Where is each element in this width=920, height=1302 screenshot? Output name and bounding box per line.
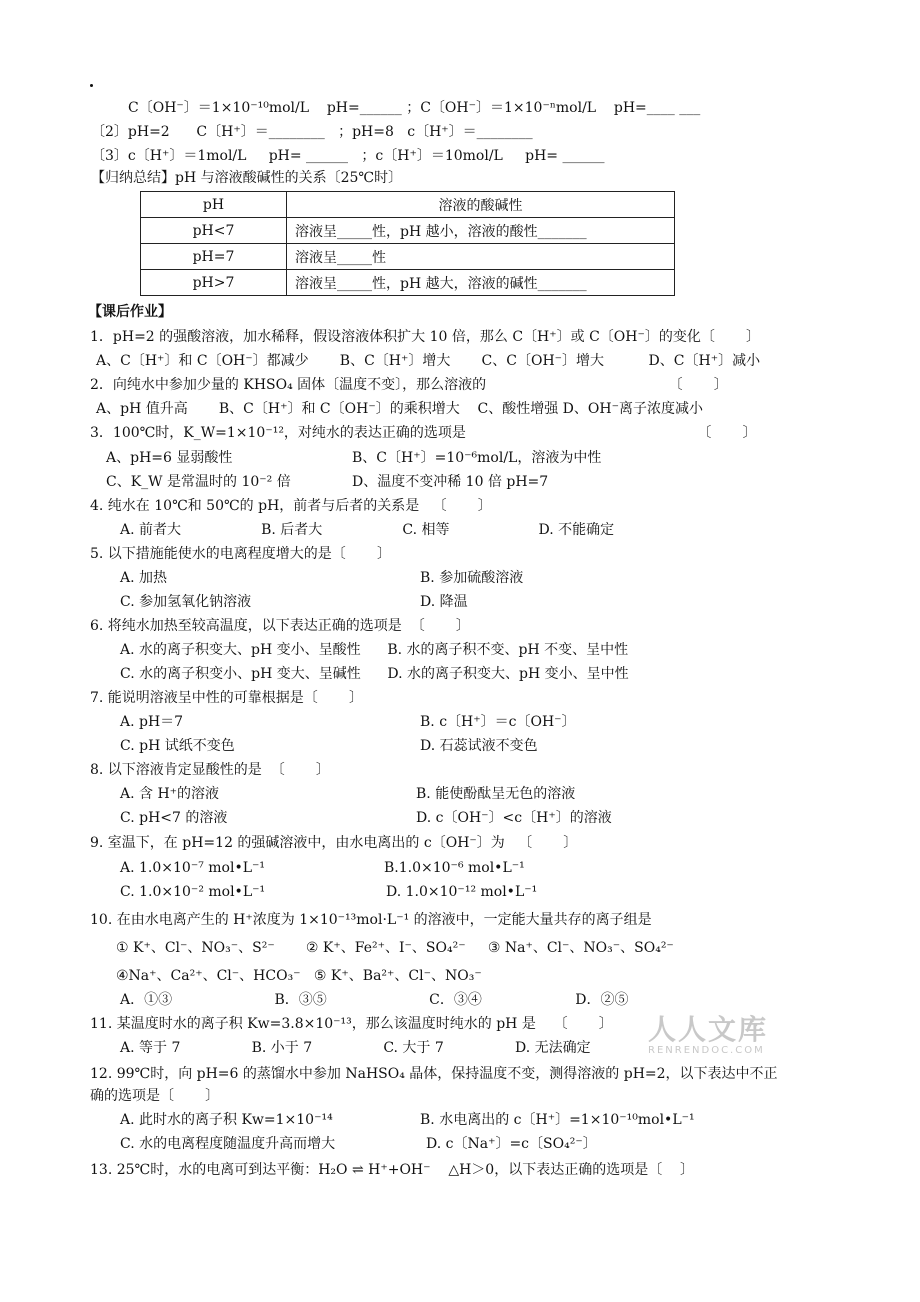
- question-13: 13. 25℃时，水的电离可到达平衡：H₂O ⇌ H⁺+OH⁻ △H＞0，以下表达正确的选项是〔 〕: [90, 1162, 695, 1178]
- question-8-option-b: B. 能使酚酞呈无色的溶液: [416, 786, 576, 802]
- question-7-option-b: B. c〔H⁺〕＝c〔OH⁻〕: [420, 714, 576, 730]
- question-12: 12. 99℃时，向 pH=6 的蒸馏水中参加 NaHSO₄ 晶体，保持温度不变，测得溶液的 pH=2，以下表达中不正: [90, 1066, 778, 1082]
- line-h1mol: 〔3〕c〔H⁺〕＝1mol/L pH= ______ ；c〔H⁺〕＝10mol/L pH= ______: [91, 148, 605, 164]
- question-9-option-d: D. 1.0×10⁻¹² mol•L⁻¹: [386, 884, 538, 900]
- question-10-options: A．①③ B．③⑤ C．③④ D．②⑤: [120, 992, 629, 1008]
- table-row: [141, 244, 675, 270]
- question-6-options-ab: A. 水的离子积变大、pH 变小、呈酸性 B. 水的离子积不变、pH 不变、呈中性: [120, 642, 629, 658]
- question-8-option-d: D. c〔OH⁻〕<c〔H⁺〕的溶液: [416, 810, 612, 826]
- question-9-option-a: A. 1.0×10⁻⁷ mol•L⁻¹: [120, 860, 266, 876]
- question-7-option-c: C. pH 试纸不变色: [120, 738, 235, 754]
- question-6-options-cd: C. 水的离子积变小、pH 变大、呈碱性 D. 水的离子积变大、pH 变小、呈中性: [120, 666, 629, 682]
- question-12-option-c: C. 水的电离程度随温度升高而增大: [120, 1136, 336, 1152]
- question-11-options: A. 等于 7 B. 小于 7 C. 大于 7 D. 无法确定: [120, 1040, 591, 1056]
- question-4-options: A. 前者大 B. 后者大 C. 相等 D. 不能确定: [120, 522, 615, 538]
- question-1-options: A、C〔H⁺〕和 C〔OH⁻〕都减少 B、C〔H⁺〕增大 C、C〔OH⁻〕增大 D、C〔H⁺〕减小: [96, 353, 761, 369]
- question-5-option-d: D. 降温: [420, 594, 468, 610]
- question-5: 5. 以下措施能使水的电离程度增大的是〔 〕: [90, 546, 391, 562]
- table-cell: 溶液呈_____性: [287, 244, 675, 270]
- question-4: 4. 纯水在 10℃和 50℃的 pH，前者与后者的关系是 〔 〕: [90, 498, 492, 514]
- question-3: 3．100℃时，K_W=1×10⁻¹²，对纯水的表达正确的选项是 〔 〕: [90, 425, 757, 441]
- question-8-option-a: A. 含 H⁺的溶液: [120, 786, 220, 802]
- question-10-ion-groups-2: ④Na⁺、Ca²⁺、Cl⁻、HCO₃⁻ ⑤ K⁺、Ba²⁺、Cl⁻、NO₃⁻: [116, 968, 482, 984]
- line-oh-ph: C〔OH⁻〕＝1×10⁻¹⁰mol/L pH=______ ；C〔OH⁻〕＝1×10⁻ⁿmol/L pH=____ ___: [128, 100, 701, 116]
- table-cell: 溶液呈_____性，pH 越大，溶液的碱性_______: [287, 270, 675, 296]
- question-12-option-b: B. 水电离出的 c〔H⁺〕=1×10⁻¹⁰mol•L⁻¹: [420, 1112, 695, 1128]
- question-7-option-a: A. pH＝7: [120, 714, 184, 730]
- question-9-option-b: B.1.0×10⁻⁶ mol•L⁻¹: [384, 860, 525, 876]
- table-row: [141, 270, 675, 296]
- bullet-dot: [90, 84, 93, 87]
- question-12-cont: 确的选项是〔 〕: [90, 1088, 220, 1104]
- question-11: 11. 某温度时水的离子积 Kw=3.8×10⁻¹³，那么该温度时纯水的 pH 是 〔 〕: [90, 1016, 613, 1032]
- table-cell: pH<7: [141, 218, 287, 244]
- question-8-option-c: C. pH<7 的溶液: [120, 810, 228, 826]
- question-3-option-a: A、pH=6 显弱酸性: [106, 450, 233, 466]
- question-5-option-b: B. 参加硫酸溶液: [420, 570, 524, 586]
- summary-title: 【归纳总结】pH 与溶液酸碱性的关系〔25℃时〕: [91, 170, 403, 186]
- question-9-option-c: C. 1.0×10⁻² mol•L⁻¹: [120, 884, 266, 900]
- question-7: 7. 能说明溶液呈中性的可靠根据是〔 〕: [90, 690, 363, 706]
- question-2: 2．向纯水中参加少量的 KHSO₄ 固体〔温度不变〕，那么溶液的 〔 〕: [90, 377, 728, 393]
- homework-title: 【课后作业】: [88, 304, 172, 320]
- table-header-cell: 溶液的酸碱性: [287, 192, 675, 218]
- question-5-option-c: C. 参加氢氧化钠溶液: [120, 594, 252, 610]
- question-8: 8. 以下溶液肯定显酸性的是 〔 〕: [90, 762, 330, 778]
- watermark-url: RENRENDOC.COM: [648, 1045, 765, 1056]
- question-10-ion-groups-1: ① K⁺、Cl⁻、NO₃⁻、S²⁻ ② K⁺、Fe²⁺、I⁻、SO₄²⁻ ③ Na⁺、Cl⁻、NO₃⁻、SO₄²⁻: [116, 940, 674, 956]
- question-3-option-c: C、K_W 是常温时的 10⁻² 倍: [106, 474, 291, 490]
- question-1: 1．pH=2 的强酸溶液，加水稀释，假设溶液体积扩大 10 倍，那么 C〔H⁺〕或 C〔OH⁻〕的变化〔 〕: [90, 329, 761, 345]
- table-cell: pH=7: [141, 244, 287, 270]
- question-12-option-a: A. 此时水的离子积 Kw=1×10⁻¹⁴: [120, 1112, 333, 1128]
- question-10: 10. 在由水电离产生的 H⁺浓度为 1×10⁻¹³mol·L⁻¹ 的溶液中，一定能大量共存的离子组是: [90, 912, 652, 928]
- question-2-options: A、pH 值升高 B、C〔H⁺〕和 C〔OH⁻〕的乘积增大 C、酸性增强 D、OH⁻离子浓度减小: [96, 401, 703, 417]
- table-row: [141, 218, 675, 244]
- table-header-row: [141, 192, 675, 218]
- watermark-logo: [648, 1015, 778, 1056]
- question-9: 9. 室温下，在 pH=12 的强碱溶液中，由水电离出的 c〔OH⁻〕为 〔 〕: [90, 835, 578, 851]
- line-ph2: 〔2〕pH=2 C〔H⁺〕＝________ ；pH=8 c〔H⁺〕＝________: [91, 124, 533, 140]
- table-header-cell: pH: [141, 192, 287, 218]
- watermark-title: 人人文库: [648, 1013, 769, 1046]
- question-12-option-d: D. c〔Na⁺〕=c〔SO₄²⁻〕: [426, 1136, 597, 1152]
- ph-summary-table: [140, 191, 675, 296]
- table-cell: pH>7: [141, 270, 287, 296]
- question-3-option-d: D、温度不变冲稀 10 倍 pH=7: [352, 474, 549, 490]
- question-6: 6. 将纯水加热至较高温度，以下表达正确的选项是 〔 〕: [90, 618, 470, 634]
- table-cell: 溶液呈_____性，pH 越小，溶液的酸性_______: [287, 218, 675, 244]
- question-7-option-d: D. 石蕊试液不变色: [420, 738, 538, 754]
- question-5-option-a: A. 加热: [120, 570, 168, 586]
- question-3-option-b: B、C〔H⁺〕=10⁻⁶mol/L，溶液为中性: [352, 450, 602, 466]
